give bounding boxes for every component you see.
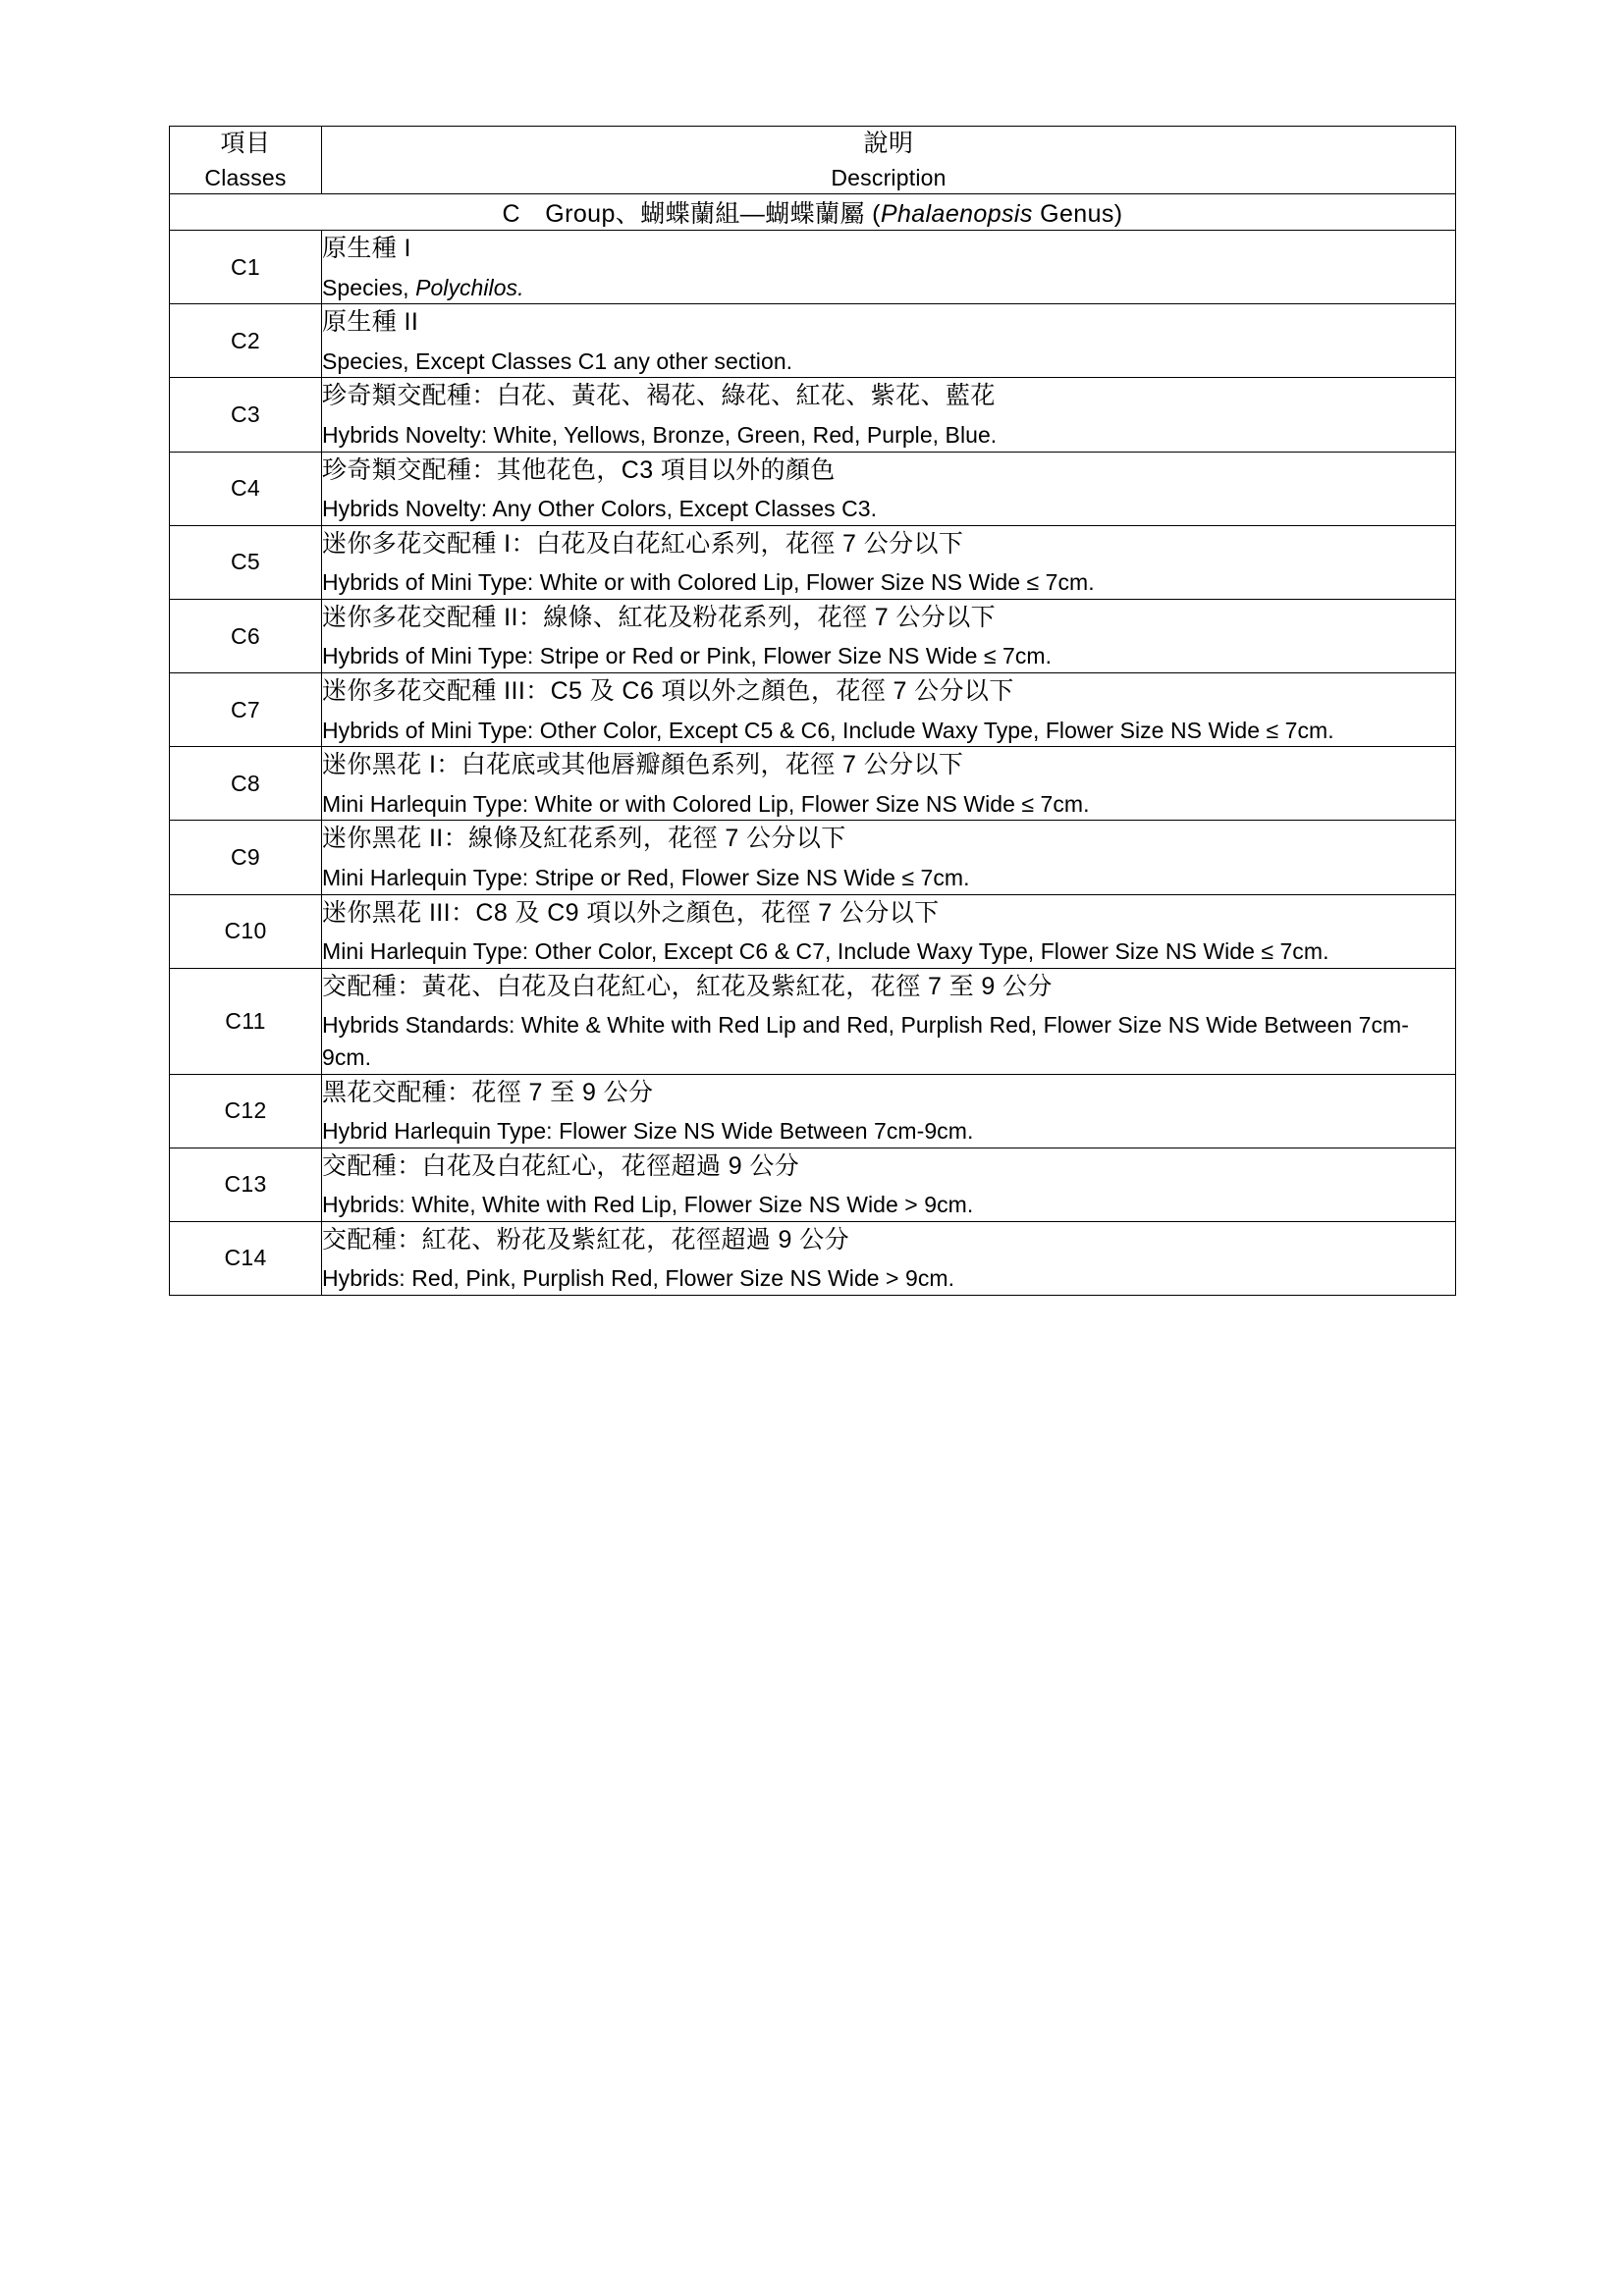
orchid-classes-table [169, 126, 1456, 1296]
description-zh: 交配種：紅花、粉花及紫紅花，花徑超過 9 公分 [322, 1225, 849, 1254]
description-cell [322, 747, 1456, 821]
table-header-row [170, 127, 1456, 194]
description-en: Hybrids: White, White with Red Lip, Flower Size NS Wide > 9cm. [322, 1192, 974, 1218]
class-id-cell: C11 [170, 968, 322, 1074]
description-cell [322, 1148, 1456, 1221]
table-row [170, 821, 1456, 894]
description-zh: 迷你黑花 II：線條及紅花系列，花徑 7 公分以下 [322, 825, 846, 853]
table-row [170, 452, 1456, 525]
description-en: Hybrids: Red, Pink, Purplish Red, Flower Size NS Wide > 9cm. [322, 1265, 955, 1292]
class-id-cell: C10 [170, 894, 322, 968]
description-cell [322, 1221, 1456, 1295]
class-id-cell: C12 [170, 1074, 322, 1148]
group-title-genus: Phalaenopsis [880, 200, 1033, 229]
description-cell [322, 673, 1456, 747]
description-en-italic: Polychilos. [415, 274, 524, 300]
description-cell [322, 599, 1456, 672]
class-id-cell: C7 [170, 673, 322, 747]
class-id-cell: C4 [170, 452, 322, 525]
description-en: Hybrids Novelty: White, Yellows, Bronze, Green, Red, Purple, Blue. [322, 421, 998, 448]
description-zh: 珍奇類交配種：白花、黃花、褐花、綠花、紅花、紫花、藍花 [322, 382, 996, 410]
description-cell [322, 894, 1456, 968]
header-description-en: Description [831, 164, 947, 190]
table-row [170, 304, 1456, 378]
description-en: Mini Harlequin Type: White or with Colored Lip, Flower Size NS Wide ≤ 7cm. [322, 790, 1090, 817]
description-zh: 交配種：黃花、白花及白花紅心，紅花及紫紅花，花徑 7 至 9 公分 [322, 972, 1053, 1000]
description-cell [322, 525, 1456, 599]
table-row [170, 1221, 1456, 1295]
description-zh: 黑花交配種：花徑 7 至 9 公分 [322, 1078, 654, 1106]
class-id-cell: C3 [170, 378, 322, 452]
table-row [170, 599, 1456, 672]
description-zh: 原生種 II [322, 308, 419, 337]
description-en: Hybrids of Mini Type: Other Color, Except C5 & C6, Include Waxy Type, Flower Size NS Wide ≤ 7cm. [322, 717, 1334, 743]
description-cell [322, 304, 1456, 378]
group-title-suffix: Genus) [1032, 200, 1123, 229]
class-id-cell: C5 [170, 525, 322, 599]
class-id-cell: C8 [170, 747, 322, 821]
description-en [322, 272, 1455, 304]
description-cell [322, 821, 1456, 894]
description-en: Hybrids of Mini Type: White or with Colored Lip, Flower Size NS Wide ≤ 7cm. [322, 569, 1095, 596]
class-id-cell: C13 [170, 1148, 322, 1221]
header-cell-description [322, 127, 1456, 194]
description-zh: 迷你黑花 III：C8 及 C9 項以外之顏色，花徑 7 公分以下 [322, 898, 940, 927]
group-title-prefix: C Group、蝴蝶蘭組—蝴蝶蘭屬 ( [502, 200, 881, 229]
description-cell [322, 231, 1456, 304]
table-row [170, 747, 1456, 821]
table-row [170, 1074, 1456, 1148]
table-row [170, 673, 1456, 747]
header-classes-zh: 項目 [220, 130, 271, 157]
description-en: Species, Except Classes C1 any other section. [322, 347, 793, 374]
description-cell [322, 968, 1456, 1074]
table-row [170, 378, 1456, 452]
class-id-cell: C14 [170, 1221, 322, 1295]
description-en: Hybrids Standards: White & White with Red Lip and Red, Purplish Red, Flower Size NS Wide Between 7cm-9cm. [322, 1012, 1409, 1070]
table-row [170, 525, 1456, 599]
description-zh: 迷你黑花 I：白花底或其他唇瓣顏色系列，花徑 7 公分以下 [322, 751, 964, 779]
description-zh: 迷你多花交配種 III：C5 及 C6 項以外之顏色，花徑 7 公分以下 [322, 677, 1014, 706]
description-cell [322, 452, 1456, 525]
description-zh: 迷你多花交配種 I：白花及白花紅心系列，花徑 7 公分以下 [322, 529, 964, 558]
class-id-cell: C1 [170, 231, 322, 304]
table-row [170, 968, 1456, 1074]
description-en: Hybrids of Mini Type: Stripe or Red or Pink, Flower Size NS Wide ≤ 7cm. [322, 643, 1053, 669]
description-zh: 交配種：白花及白花紅心，花徑超過 9 公分 [322, 1151, 800, 1180]
description-en: Hybrid Harlequin Type: Flower Size NS Wide Between 7cm-9cm. [322, 1118, 974, 1145]
description-en: Hybrids Novelty: Any Other Colors, Except Classes C3. [322, 496, 878, 522]
description-cell [322, 1074, 1456, 1148]
table-row [170, 231, 1456, 304]
header-classes-en: Classes [204, 164, 287, 190]
class-id-cell: C2 [170, 304, 322, 378]
class-id-cell: C9 [170, 821, 322, 894]
description-en: Mini Harlequin Type: Stripe or Red, Flower Size NS Wide ≤ 7cm. [322, 864, 970, 890]
table-row [170, 1148, 1456, 1221]
description-zh: 迷你多花交配種 II：線條、紅花及粉花系列，花徑 7 公分以下 [322, 603, 997, 631]
description-zh: 珍奇類交配種：其他花色，C3 項目以外的顏色 [322, 455, 836, 484]
description-en: Mini Harlequin Type: Other Color, Except C6 & C7, Include Waxy Type, Flower Size NS Wide ≤ 7cm. [322, 938, 1329, 965]
table-row [170, 894, 1456, 968]
description-en-pre: Species, [322, 274, 416, 300]
header-description-zh: 說明 [863, 130, 914, 157]
class-id-cell: C6 [170, 599, 322, 672]
description-zh: 原生種 I [322, 235, 411, 263]
header-cell-classes [170, 127, 322, 194]
description-cell [322, 378, 1456, 452]
group-title-row [170, 194, 1456, 231]
group-title-cell [170, 194, 1456, 231]
